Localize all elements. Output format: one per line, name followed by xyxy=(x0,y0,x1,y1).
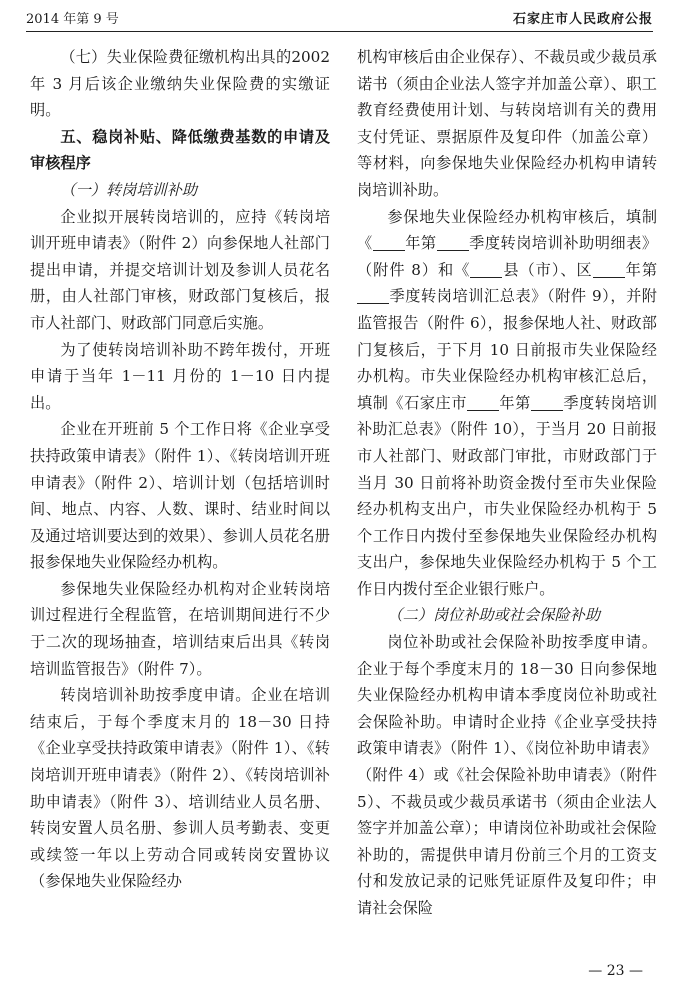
fill-blank xyxy=(470,262,502,278)
paragraph: 为了使转岗培训补助不跨年拨付，开班申请于当年 1－11 月份的 1－10 日内提出。 xyxy=(30,340,330,412)
text-run: 季度转岗培训汇总表》（附件 9），并附监管报告（附件 6），报参保地人社、财政部门复核后，于下月 10 日前报市失业保险经办机构。市失业保险经办机构审核汇总后，填制《石家庄市 xyxy=(357,287,657,412)
header-rule xyxy=(26,31,653,32)
paragraph: 企业拟开展转岗培训的，应持《转岗培训开班申请表》（附件 2）向参保地人社部门提出申请，并提交培训计划及参训人员花名册，由人社部门审核，财政部门复核后，报市人社部门、财政部门同意后实施。 xyxy=(30,207,330,332)
paragraph: 参保地失业保险经办机构对企业转岗培训过程进行全程监管，在培训期间进行不少于二次的现场抽查，培训结束后出具《转岗培训监管报告》（附件 7）。 xyxy=(30,579,330,678)
text-run: 季度转岗培训补助汇总表》（附件 10），于当月 20 日前报市人社部门、财政部门审批，市财政部门于当月 30 日前将补助资金拨付至市失业保险经办机构支出户，市失业保险经办机构于 5 个工作日内拨付至参保地失业保险经办机构支出户，参保地失业保险经办机构于 5 个工作日内拨付至企业银行账户。 xyxy=(357,393,658,598)
subsection-heading: （一）转岗培训补助 xyxy=(60,180,198,199)
fill-blank xyxy=(373,235,405,251)
page-number: — 23 — xyxy=(588,963,643,979)
text-run: 季度转岗培训补助明细表》（附件 8）和《 xyxy=(357,234,658,279)
text-run: 参保地失业保险经办机构审核后，填制《 xyxy=(357,207,657,253)
fill-blank xyxy=(531,395,563,411)
text-run: 年第 xyxy=(624,260,657,279)
fill-blank xyxy=(357,288,389,304)
text-run: 县（市）、区 xyxy=(502,260,593,279)
publication-title: 石家庄市人民政府公报 xyxy=(512,12,653,27)
page-header xyxy=(26,8,653,30)
paragraph: 岗位补助或社会保险补助按季度申请。企业于每个季度末月的 18－30 日向参保地失业保险经办机构申请本季度岗位补助或社会保险补助。申请时企业持《企业享受扶持政策申请表》（附件 1）、《岗位补助申请表》（附件 4）或《社会保险补助申请表》（附件 5）、不裁员或少裁员承诺书（须由企业法人签字并加盖公章）；申请岗位补助或社会保险补助的，需提供申请月份前三个月的工资支付和发放记录的记账凭证原件及复印件；申请社会保险 xyxy=(357,633,657,917)
fill-blank xyxy=(437,235,469,251)
paragraph: 机构审核后由企业保存）、不裁员或少裁员承诺书（须由企业法人签字并加盖公章）、职工教育经费使用计划、与转岗培训有关的费用支付凭证、票据原件及复印件（加盖公章）等材料，向参保地失业保险经办机构申请转岗培训补助。 xyxy=(357,48,657,199)
paragraph: （七）失业保险费征缴机构出具的2002 年 3 月后该企业缴纳失业保险费的实缴证明。 xyxy=(30,48,330,120)
issue-label: 2014 年第 9 号 xyxy=(26,12,119,27)
right-column xyxy=(357,44,657,922)
fill-blank xyxy=(593,262,625,278)
text-run: 年第 xyxy=(404,234,437,253)
subsection-heading: （二）岗位补助或社会保险补助 xyxy=(387,606,601,625)
left-column xyxy=(30,44,330,895)
paragraph: 转岗培训补助按季度申请。企业在培训结束后，于每个季度末月的 18－30 日持《企业享受扶持政策申请表》（附件 1）、《转岗培训开班申请表》（附件 2）、《转岗培训补助申请表》（附件 3）、培训结业人员名册、转岗安置人员名册、参训人员考勤表、变更或续签一年以上劳动合同或转岗安置协议（参保地失业保险经办 xyxy=(30,686,330,891)
section-heading: 五、稳岗补贴、降低缴费基数的申请及审核程序 xyxy=(30,127,330,173)
text-run: 年第 xyxy=(498,393,531,412)
paragraph-with-blanks xyxy=(357,204,657,603)
paragraph: 企业在开班前 5 个工作日将《企业享受扶持政策申请表》（附件 1）、《转岗培训开班申请表》（附件 2）、培训计划（包括培训时间、地点、内容、人数、课时、结业时间以及通过培训要达到的效果）、参训人员花名册报参保地失业保险经办机构。 xyxy=(30,420,330,572)
fill-blank xyxy=(467,395,499,411)
